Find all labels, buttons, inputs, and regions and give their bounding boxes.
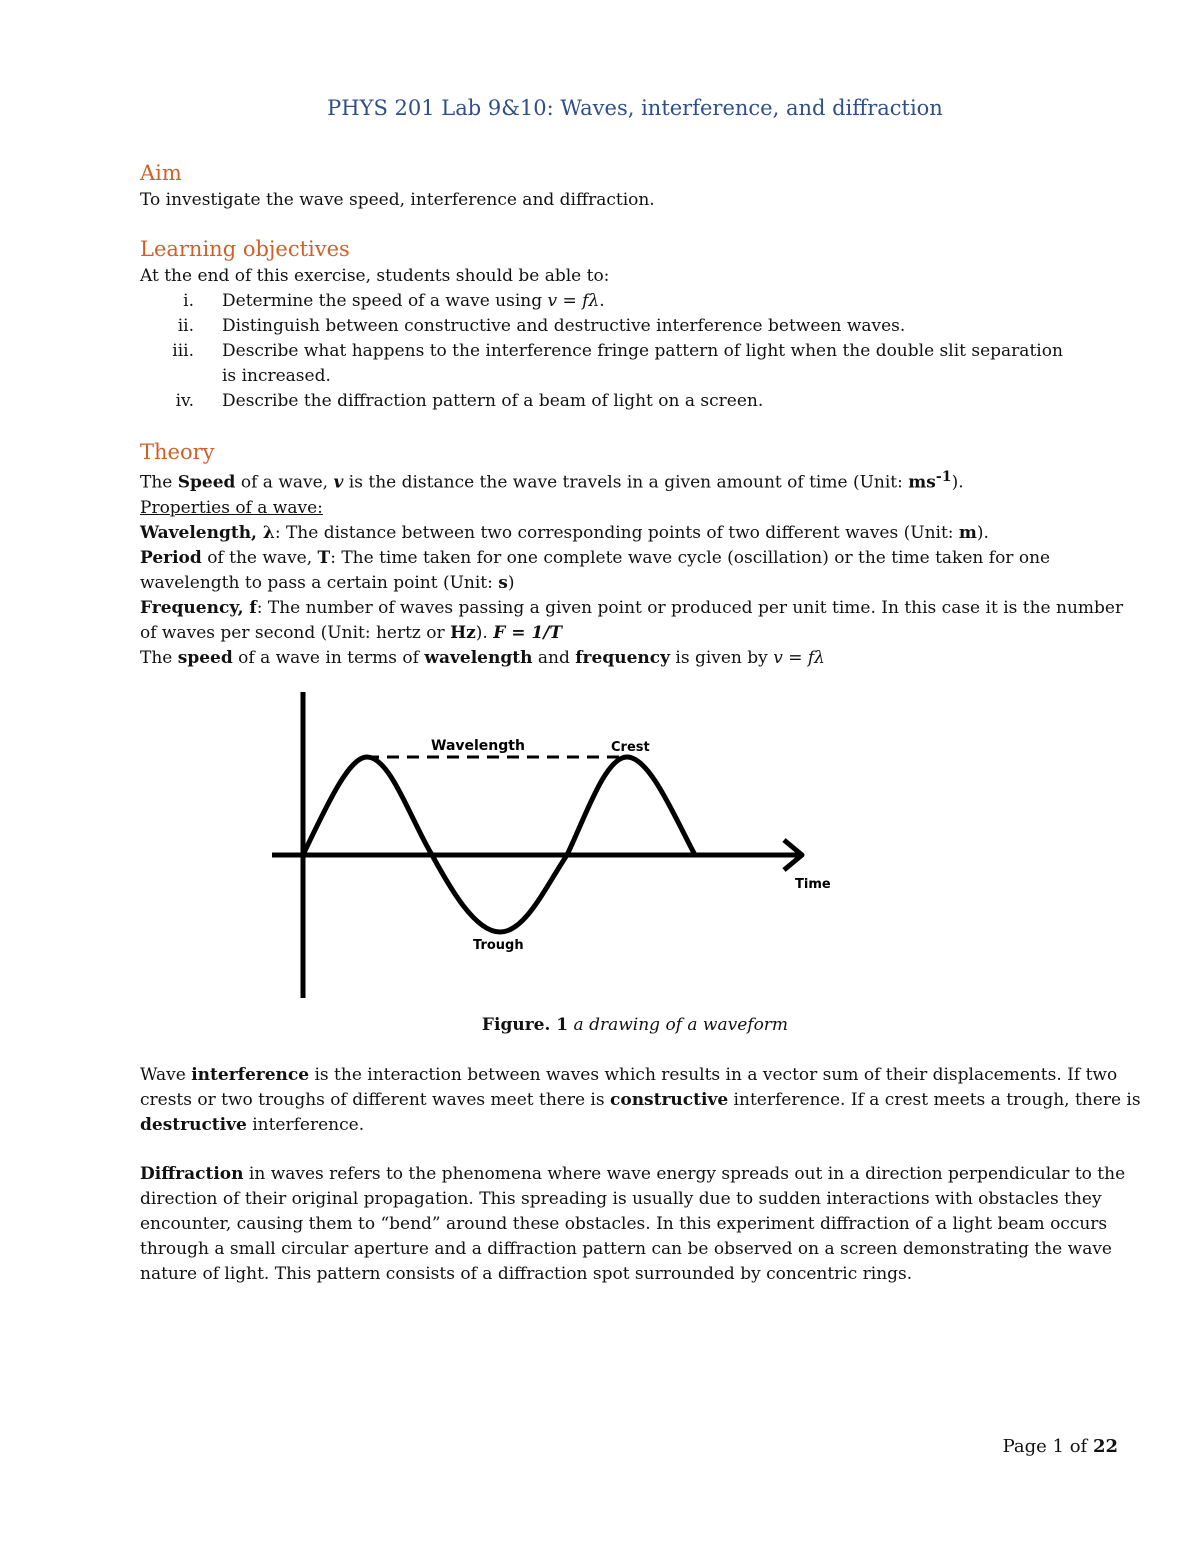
objective-item: iv. Describe the diffraction pattern of a beam of light on a screen.: [175, 391, 764, 411]
wavelength-definition: Wavelength, λ: The distance between two corresponding points of two different waves (Unit: m).: [140, 522, 989, 543]
frequency-definition-continued: of waves per second (Unit: hertz or Hz). F = 1/T: [140, 622, 563, 643]
crest-label: Crest: [611, 740, 650, 755]
objective-item: iii. Describe what happens to the interference fringe pattern of light when the double slit separation: [172, 341, 1063, 361]
frequency-definition: Frequency, f: The number of waves passing a given point or produced per unit time. In this case it is the number: [140, 597, 1124, 618]
wavelength-label: Wavelength: [431, 738, 525, 754]
time-label: Time: [795, 877, 831, 892]
objectives-intro: At the end of this exercise, students should be able to:: [140, 266, 610, 286]
objectives-list: [140, 264, 1130, 414]
objective-item: i. Determine the speed of a wave using v = fλ.: [183, 291, 605, 311]
period-definition-continued: wavelength to pass a certain point (Unit: s): [140, 572, 515, 593]
trough-label: Trough: [473, 938, 524, 953]
objective-item-continued: is increased.: [222, 366, 331, 386]
page-number: Page 1 of 22: [1002, 1436, 1118, 1457]
objective-item: ii. Distinguish between constructive and destructive interference between waves.: [177, 316, 906, 336]
aim-text: To investigate the wave speed, interference and diffraction.: [140, 190, 655, 210]
theory-text: [140, 465, 1130, 671]
theory-heading: Theory: [140, 440, 215, 464]
speed-definition: The Speed of a wave, v is the distance the wave travels in a given amount of time (Unit: $ms^{-1}$).: [140, 469, 964, 493]
properties-label: Properties of a wave:: [140, 497, 323, 518]
aim-heading: Aim: [140, 161, 182, 185]
waveform-figure: [270, 688, 850, 1008]
page-title: PHYS 201 Lab 9&10: Waves, interference, and diffraction: [327, 96, 943, 120]
period-definition: Period of the wave, T: The time taken for one complete wave cycle (oscillation) or the time taken for one: [140, 547, 1051, 568]
interference-paragraph: Wave interference is the interaction between waves which results in a vector sum of their displacements. If two crests or two troughs of different waves meet there is constructive interference. If a crest meets a trough, there is destructive interference.: [140, 1065, 1141, 1135]
waveform-diagram: [270, 688, 850, 1008]
speed-relation: The speed of a wave in terms of wavelength and frequency is given by v = fλ: [140, 647, 825, 668]
figure-caption: Figure. 1 a drawing of a waveform: [481, 1015, 789, 1035]
objectives-heading: Learning objectives: [140, 237, 350, 261]
sine-wave: [303, 757, 695, 932]
diffraction-paragraph: Diffraction in waves refers to the phenomena where wave energy spreads out in a direction perpendicular to the direction of their original propagation. This spreading is usually due to sudden interactions with obstacles they encounter, causing them to “bend” around these obstacles. In this experiment diffraction of a light beam occurs through a small circular aperture and a diffraction pattern can be observed on a screen demonstrating the wave nature of light. This pattern consists of a diffraction spot surrounded by concentric rings.: [140, 1164, 1126, 1284]
